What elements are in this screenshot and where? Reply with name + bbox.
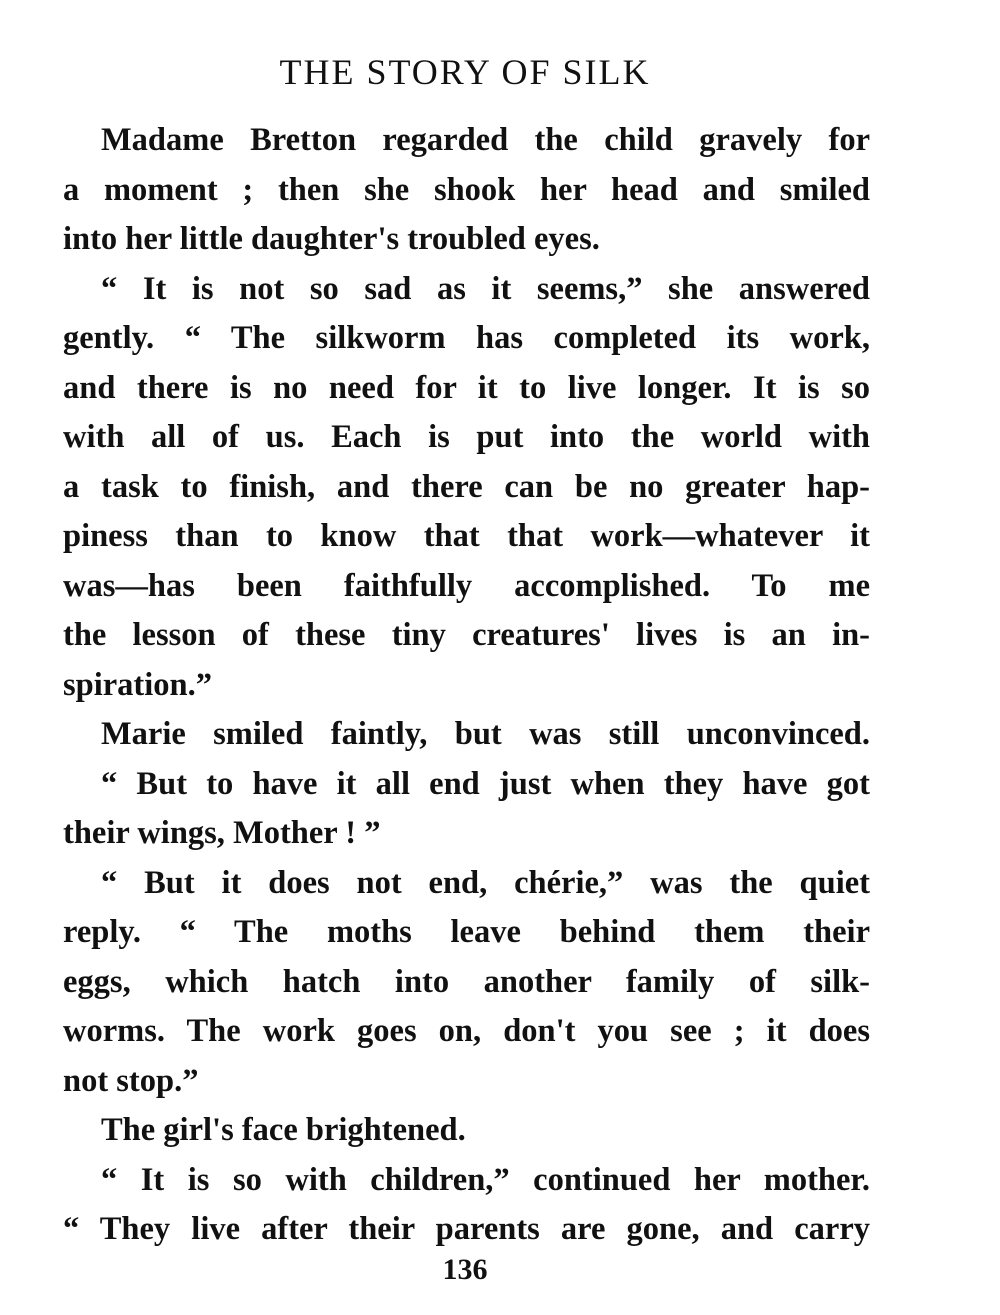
text-line: worms. The work goes on, don't you see ; it does [63, 1013, 870, 1049]
text-line: eggs, which hatch into another family of silk- [63, 963, 870, 1000]
text-line: a task to finish, and there can be no greater hap- [63, 468, 870, 505]
text-line: Marie smiled faintly, but was still unconvinced. [101, 716, 870, 752]
text-line: the lesson of these tiny creatures' lives is an in- [63, 617, 870, 653]
text-line: spiration.” [63, 666, 212, 703]
text-line: with all of us. Each is put into the world with [63, 419, 870, 455]
text-line: “ They live after their parents are gone, and carry [63, 1211, 870, 1247]
text-line: Madame Bretton regarded the child gravely for [101, 122, 870, 158]
text-line: not stop.” [63, 1062, 199, 1099]
text-line: “ It is so with children,” continued her mother. [101, 1161, 870, 1198]
text-line: their wings, Mother ! ” [63, 815, 381, 851]
text-line: and there is no need for it to live longer. It is so [63, 369, 870, 406]
text-line: into her little daughter's troubled eyes. [63, 221, 600, 257]
text-line: “ But it does not end, chérie,” was the quiet [101, 864, 870, 901]
text-line: The girl's face brightened. [101, 1112, 466, 1148]
body-text [63, 116, 870, 1255]
text-line: a moment ; then she shook her head and smiled [63, 171, 870, 208]
text-line: reply. “ The moths leave behind them their [63, 914, 870, 950]
text-line: “ It is not so sad as it seems,” she answered [101, 270, 870, 307]
text-line: “ But to have it all end just when they have got [101, 765, 870, 802]
running-head: THE STORY OF SILK [279, 52, 651, 92]
text-line: piness than to know that that work—whatever it [63, 518, 870, 554]
text-line: was—has been faithfully accomplished. To me [63, 567, 870, 604]
text-line: gently. “ The silkworm has completed its work, [63, 320, 870, 356]
page-number: 136 [442, 1253, 488, 1286]
